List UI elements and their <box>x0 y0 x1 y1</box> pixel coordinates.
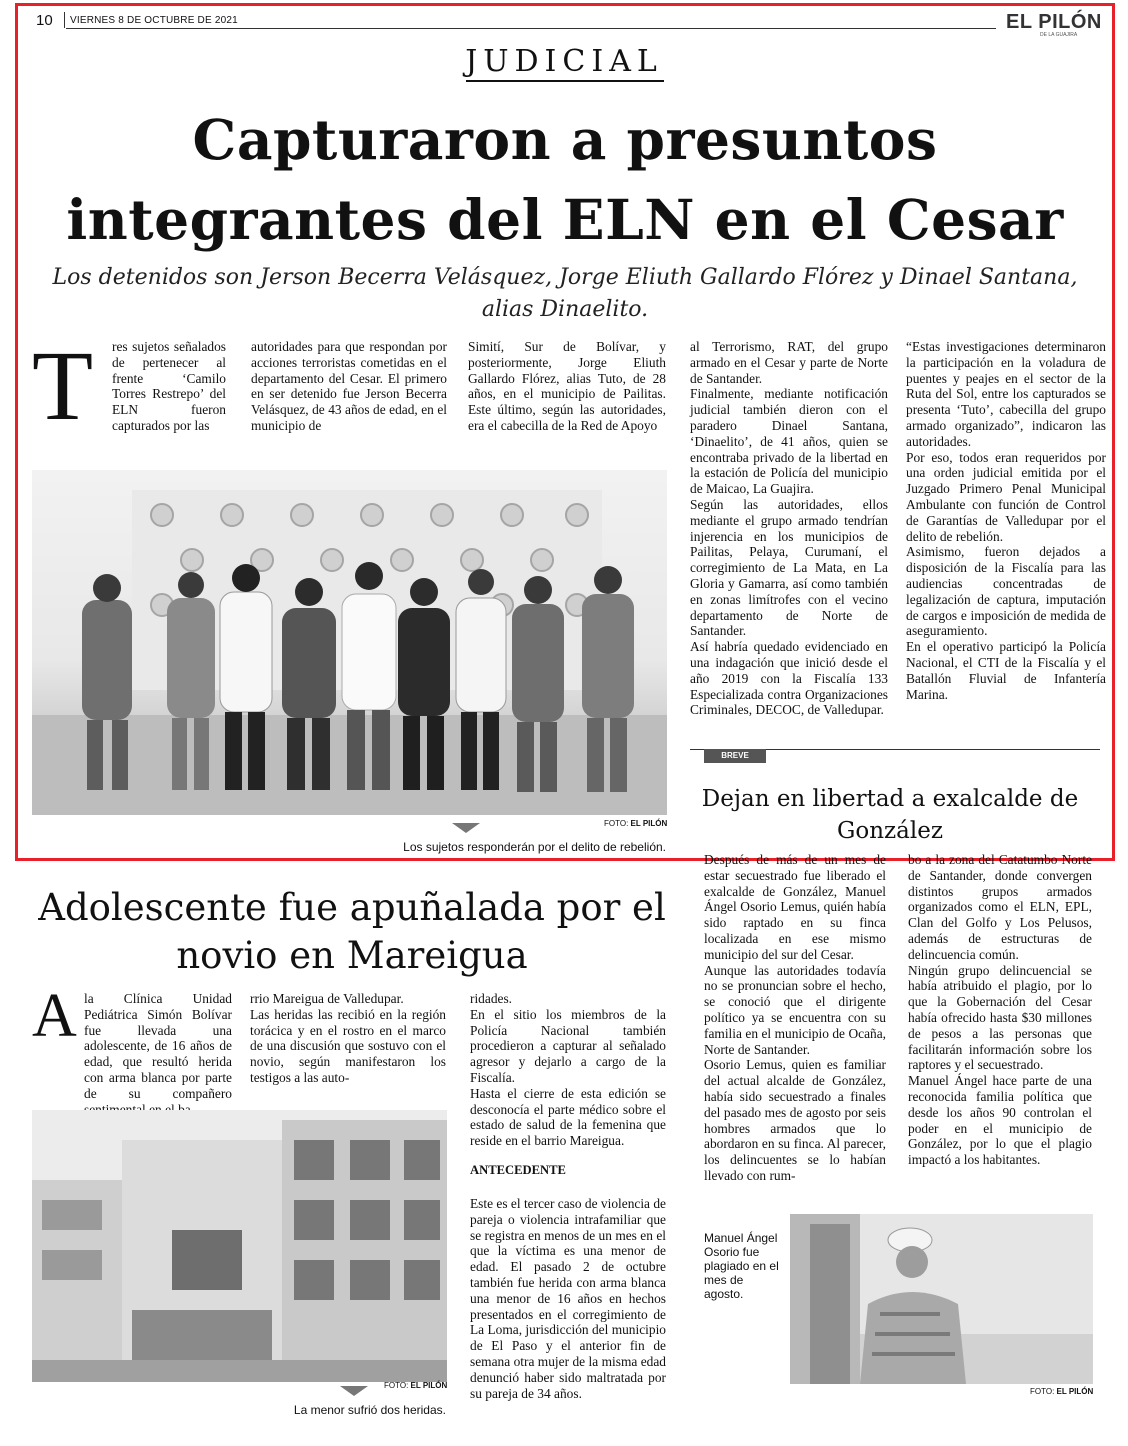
article-paragraph: autoridades para que respondan por acciones terroristas cometidas en el departamento del Cesar. El primero en ser detenido fue Jerson Becerra Velásquez, de 43 años de edad, en el municipio de <box>251 339 447 433</box>
exmayor-photo-drawing <box>790 1214 1093 1384</box>
newspaper-logo-subtitle: DE LA GUAJIRA <box>1040 32 1078 38</box>
clinic-photo-drawing <box>32 1110 447 1382</box>
photo-caption: La menor sufrió dos heridas. <box>293 1403 446 1417</box>
main-subhead: Los detenidos son Jerson Becerra Velásquez, Jorge Eliuth Gallardo Flórez y Dinael Santana, alias Dinaelito. <box>52 265 1078 322</box>
article-paragraph: Este es el tercer caso de violencia de pareja o violencia intrafamiliar que se registra en menos de un mes en el que la víctima es una menor de edad. El pasado 2 de octubre también fue herida con arma blanca una menor de 16 años en hechos presentados en el corregimiento de La Loma, jurisdicción del municipio de El Paso y el anterior fin de semana otra mujer de la misma edad denunció haber sido maltratada por su pareja de 34 años. <box>470 1196 666 1401</box>
breve-column-1 <box>704 852 886 1184</box>
article-paragraph: Así habría quedado evidenciado en una indagación que inició desde el año 2019 con la Fiscalía 133 Especializada contra Organizaciones Criminales, DECOC, de Valledupar. <box>690 639 888 718</box>
article-paragraph: Ningún grupo delincuencial se había atribuido el plagio, por lo que la Gobernación del Cesar había ofrecido hasta $30 millones de pesos a las personas que facilitarán información sobre los raptores y el secuestrado. <box>908 962 1092 1073</box>
main-headline: Capturaron a presuntos integrantes del ELN en el Cesar <box>66 107 1064 252</box>
photo-credit-label: FOTO: <box>1030 1387 1055 1396</box>
subheading: ANTECEDENTE <box>470 1163 566 1177</box>
photo-credit-label: FOTO: <box>384 1381 409 1390</box>
article-paragraph: Aunque las autoridades todavía no se pronuncian sobre el hecho, se conoció que el dirigente político ya se encuentra con su familia en el municipio de Ocaña, Norte de Santander. <box>704 962 886 1057</box>
article-column-5 <box>906 339 1106 702</box>
breve-column-2 <box>908 852 1092 1168</box>
photo-credit <box>604 819 667 828</box>
article-paragraph: Simití, Sur de Bolívar, y posteriormente, Jorge Eliuth Gallardo Flórez, alias Tuto, de 28 años, en el municipio de Pailitas. Este último, según las autoridades, era el cabecilla de la Red de Apoyo <box>468 339 666 433</box>
breve-headline: Dejan en libertad a exalcalde de González <box>701 786 1079 844</box>
article-paragraph: Finalmente, mediante notificación judicial también dieron con el paradero Dinael Santana, ‘Dinaelito’, de 41 años, quien se encontraba privado de la libertad en la estación de Policía del municipio de Maicao, La Guajira. <box>690 386 888 497</box>
article-column-4 <box>690 339 888 718</box>
article-column-2 <box>251 339 447 434</box>
article-paragraph: Las heridas las recibió en la región torácica y en el rostro en el marco de una discusión que sostuvo con el novio, según manifestaron los testigos a las auto- <box>250 1006 446 1085</box>
photo-credit-name: EL PILÓN <box>630 819 668 828</box>
article-paragraph: res sujetos señalados de pertenecer al frente ‘Camilo Torres Restrepo’ del ELN fueron capturados por las <box>112 339 226 433</box>
photo-credit <box>1030 1387 1093 1396</box>
photo-caption: Los sujetos responderán por el delito de rebelión. <box>403 840 666 854</box>
photo-credit-name: EL PILÓN <box>1056 1387 1094 1396</box>
page-number: 10 <box>36 12 53 29</box>
article-paragraph: “Estas investigaciones determinaron la participación en la voladura de puentes y peajes en el sector de la Ruta del Sol, entre los capturados se presenta ‘Tuto’, cabecilla del grupo armado organizado”, indicaron las autoridades. <box>906 339 1106 449</box>
article-paragraph: En el sitio los miembros de la Policía Nacional también procedieron a capturar al señalado agresor y dejarlo a cargo de la Fiscalía. <box>470 1006 666 1085</box>
drop-cap: T <box>32 330 94 441</box>
article-paragraph: la Clínica Unidad Pediátrica Simón Bolívar fue llevada una adolescente, de 16 años de edad, que resultó herida con arma blanca por parte de su compañero <box>84 991 232 1101</box>
second-headline: Adolescente fue apuñalada por el novio en Mareigua <box>38 886 666 977</box>
article-paragraph: Por eso, todos eran requeridos por una orden judicial emitida por el Juzgado Primero Penal Municipal Ambulante con función de Control de Garantías de Valledupar por el delito de rebelión. <box>906 449 1106 544</box>
article-paragraph: Asimismo, fueron dejados a disposición de la Fiscalía para las audiencias concentradas de legalización de captura, imputación de cargos e imposición de medida de aseguramiento. <box>906 544 1106 639</box>
photo-credit <box>384 1381 447 1390</box>
breve-tag: BREVE <box>704 749 766 763</box>
article-paragraph: Después de más de un mes de estar secuestrado fue liberado el exalcalde de González, Manuel Ángel Osorio Lemus, quién había sido raptado en su finca localizada en ese mismo municipio del sur del Cesar. <box>704 852 886 962</box>
article-column-3 <box>468 339 666 434</box>
article-column-2 <box>250 991 446 1086</box>
article-column-3 <box>470 991 666 1149</box>
section-label: JUDICIAL <box>465 44 663 79</box>
article-paragraph: Hasta el cierre de esta edición se desconocía el parte médico sobre el estado de salud de la femenina que reside en el barrio Mareigua. <box>470 1085 666 1149</box>
article-column-3b <box>470 1196 666 1401</box>
article-paragraph: rrio Mareigua de Valledupar. <box>250 991 404 1006</box>
article-paragraph: al Terrorismo, RAT, del grupo armado en el Cesar y parte de Norte de Santander. <box>690 339 888 386</box>
article-paragraph: bo a la zona del Catatumbo Norte de Santander, donde convergen distintos grupos armados organizados como el ELN, EPL, Clan del Golfo y Los Pelusos, además de estructuras de delincuencia común. <box>908 852 1092 962</box>
article-paragraph: Según las autoridades, ellos mediante el grupo armado tendrían injerencia en los municipios de Pailitas, Pelaya, Curumaní, el corregimiento de La Mata, en La Gloria y Gamarra, así como también en zonas limítrofes con el vecino departamento de Norte de Santander. <box>690 496 888 639</box>
detainees-photo-drawing <box>32 470 667 815</box>
drop-cap: A <box>32 982 77 1050</box>
page-date: VIERNES 8 DE OCTUBRE DE 2021 <box>70 15 238 26</box>
photo-credit-name: EL PILÓN <box>410 1381 448 1390</box>
article-column-1 <box>112 339 226 434</box>
exmayor-photo <box>790 1214 1093 1384</box>
newspaper-logo: EL PILÓN <box>1006 11 1102 33</box>
article-paragraph: Manuel Ángel hace parte de una reconocida familia política que desde los años 90 controlan el poder en el municipio de González, por lo que el plagio impactó a los habitantes. <box>908 1073 1092 1168</box>
caption-arrow-icon <box>340 1386 368 1396</box>
article-column-1 <box>84 991 232 1117</box>
section-underline <box>466 80 664 82</box>
article-paragraph: En el operativo participó la Policía Nacional, el CTI de la Fiscalía y el Batallón Fluvial de Infantería Marina. <box>906 639 1106 702</box>
article-paragraph: Osorio Lemus, quien es familiar del actual alcalde de González, había sido secuestrado a finales del pasado mes de agosto por seis hombres armados que lo abordaron en su finca. Al parecer, los delincuentes se lo habían llevado con rum- <box>704 1057 886 1183</box>
caption-arrow-icon <box>452 823 480 833</box>
photo-caption: Manuel Ángel Osorio fue plagiado en el mes de agosto. <box>704 1231 779 1301</box>
clinic-photo <box>32 1110 447 1382</box>
article-paragraph: ridades. <box>470 991 513 1006</box>
detainees-photo <box>32 470 667 815</box>
photo-credit-label: FOTO: <box>604 819 629 828</box>
